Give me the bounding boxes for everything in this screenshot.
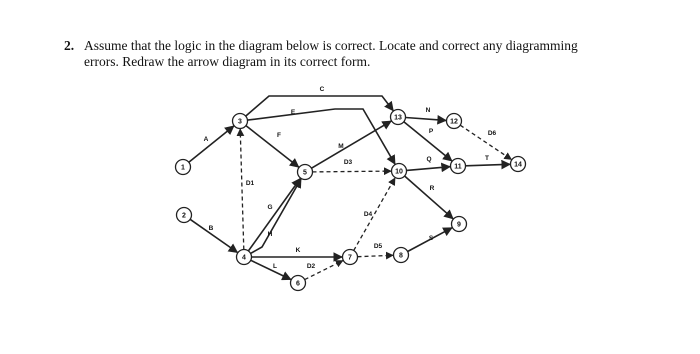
activity-arrow-q: [407, 167, 451, 171]
activity-arrow-l: [251, 260, 291, 279]
activity-arrow-f: [246, 126, 299, 168]
activity-label-h: H: [267, 231, 273, 238]
activity-arrow-a: [189, 126, 234, 162]
activity-label-m: M: [338, 143, 344, 150]
activity-arrow-c: [246, 96, 394, 116]
activity-label-d4: D4: [363, 211, 373, 218]
activity-label-q: Q: [426, 156, 432, 163]
node-1: [176, 160, 191, 175]
node-label-7: 7: [348, 254, 352, 262]
node-13: [391, 110, 406, 125]
activity-label-p: P: [428, 128, 434, 135]
node-3: [233, 114, 248, 129]
node-label-6: 6: [296, 280, 300, 288]
activity-label-f: F: [277, 132, 281, 139]
node-4: [237, 250, 252, 265]
activity-label-d2: D2: [306, 263, 316, 270]
activity-label-n: N: [425, 107, 431, 114]
node-label-9: 9: [457, 221, 461, 229]
activity-arrow-d3: [313, 171, 392, 172]
node-label-8: 8: [399, 252, 403, 260]
question-text-line-2: errors. Redraw the arrow diagram in its correct form.: [84, 54, 371, 69]
activity-label-r: R: [429, 185, 435, 192]
activity-label-s: S: [428, 235, 434, 242]
node-11: [451, 159, 466, 174]
question-number: 2.: [64, 38, 75, 53]
activity-arrow-d5: [358, 255, 394, 256]
activity-arrow-d4: [354, 178, 395, 251]
activity-label-l: L: [273, 263, 277, 270]
node-7: [343, 250, 358, 265]
activity-arrow-h: [251, 179, 301, 254]
node-label-4: 4: [242, 254, 246, 262]
activity-label-c: C: [319, 86, 325, 93]
node-label-2: 2: [182, 212, 186, 220]
activity-arrow-d1: [240, 129, 244, 250]
activity-arrow-n: [406, 118, 447, 121]
node-14: [511, 157, 526, 172]
node-label-10: 10: [395, 168, 403, 176]
activity-label-t: T: [485, 155, 489, 162]
activity-label-d3: D3: [343, 159, 353, 166]
activity-arrow-t: [466, 164, 511, 166]
activity-label-d6: D6: [487, 130, 497, 137]
activity-label-g: G: [267, 204, 273, 211]
activity-label-e: E: [290, 109, 296, 116]
activity-label-d5: D5: [373, 243, 383, 250]
node-label-11: 11: [454, 163, 462, 171]
node-label-13: 13: [394, 114, 402, 122]
node-10: [392, 164, 407, 179]
node-label-12: 12: [450, 118, 458, 126]
node-label-3: 3: [238, 118, 242, 126]
activity-arrow-g: [245, 179, 300, 251]
node-label-5: 5: [303, 169, 307, 177]
activity-arrow-e: [247, 109, 395, 164]
node-2: [177, 208, 192, 223]
node-8: [394, 248, 409, 263]
activity-label-a: A: [203, 136, 209, 143]
node-5: [298, 165, 313, 180]
node-6: [291, 276, 306, 291]
node-label-1: 1: [181, 164, 185, 172]
node-label-14: 14: [514, 161, 522, 169]
activity-label-b: B: [208, 225, 214, 232]
activity-arrow-r: [405, 176, 453, 219]
node-12: [447, 114, 462, 129]
activity-label-d1: D1: [245, 180, 255, 187]
activity-arrow-b: [190, 219, 237, 252]
node-9: [452, 217, 467, 232]
question-text-line-1: Assume that the logic in the diagram below is correct. Locate and correct any diagramming: [84, 38, 578, 53]
activity-label-k: K: [295, 247, 301, 254]
